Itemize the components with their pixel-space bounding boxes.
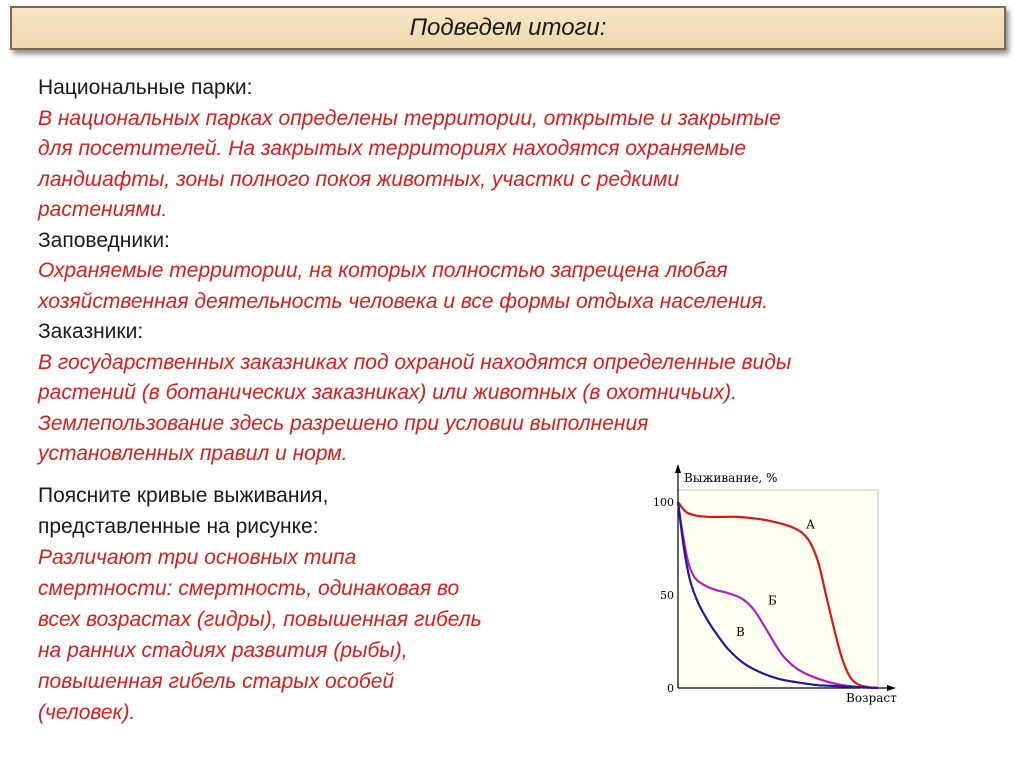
section-line: ландшафты, зоны полного покоя животных, участки с редкими [38, 167, 680, 191]
slide-title-bar [10, 6, 1006, 50]
y-axis-arrow [675, 464, 681, 473]
section-heading: Заповедники: [38, 228, 170, 252]
answer-line: повышенная гибель старых особей [38, 670, 395, 693]
survival-question-block [38, 480, 598, 728]
question-line: Поясните кривые выживания, [38, 484, 329, 507]
y-tick-label: 0 [667, 682, 674, 695]
answer-line: (человек). [38, 701, 136, 724]
answer-line: всех возрастах (гидры), повышенная гибель [38, 608, 482, 631]
section-line: растениями. [38, 198, 168, 221]
answer-line: на ранних стадиях развития (рыбы), [38, 639, 408, 662]
series-label-1: Б [768, 593, 777, 608]
section-line: для посетителей. На закрытых территориях находятся охраняемые [38, 137, 747, 160]
answer-line: смертности: смертность, одинаковая во [38, 577, 460, 600]
series-label-0: А [806, 517, 816, 532]
section-line: растений (в ботанических заказниках) или животных (в охотничьих). [38, 381, 738, 404]
slide-title: Подведем итоги: [409, 14, 607, 41]
section-line: Охраняемые территории, на которых полностью запрещена любая [38, 259, 728, 282]
survival-curves-chart [640, 462, 910, 712]
series-label-2: В [736, 625, 745, 640]
definitions-block [38, 73, 988, 470]
plot-area [678, 490, 878, 688]
y-tick-label: 50 [660, 589, 674, 602]
question-line: представленные на рисунке: [38, 515, 319, 538]
section-line: хозяйственная деятельность человека и все формы отдыха населения. [38, 289, 769, 313]
section-line: Землепользование здесь разрешено при условии выполнения [38, 411, 649, 435]
y-axis-label: Выживание, % [684, 471, 778, 485]
section-line: В государственных заказниках под охраной находятся определенные виды [38, 350, 792, 374]
section-line: В национальных парках определены территории, открытые и закрытые [38, 106, 781, 130]
section-line: установленных правил и норм. [38, 442, 348, 465]
x-axis-label: Возраст [846, 691, 897, 705]
answer-line: Различают три основных типа [38, 546, 357, 569]
y-tick-label: 100 [653, 496, 674, 509]
section-heading: Национальные парки: [38, 76, 253, 99]
section-heading: Заказники: [38, 320, 144, 343]
